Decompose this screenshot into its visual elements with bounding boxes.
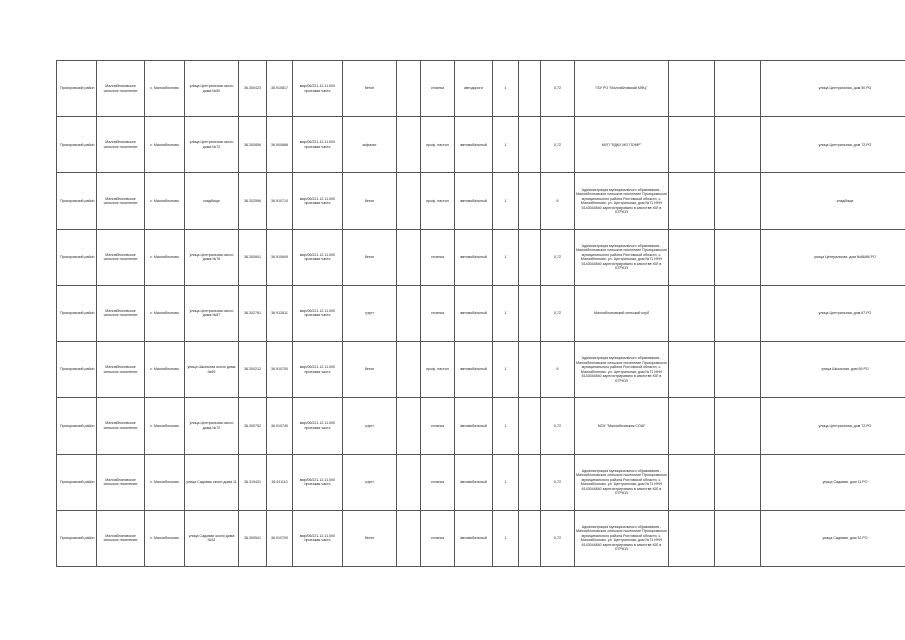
cell-empty-col-2 — [519, 173, 541, 229]
cell-surface-code: мир/06/221.12.11.000 проезжая часть — [293, 229, 343, 285]
cell-usage-type: автомобильный — [455, 285, 493, 341]
cell-quantity: 1 — [493, 117, 519, 173]
cell-longitude: 36.910700 — [267, 342, 293, 398]
cell-longitude: 36.910710 — [267, 173, 293, 229]
cell-owner: Администрация муниципального образования - Малояблоновское сельское поселение Прохоровского муниципального района Ростовской области, с. Малояблоново, ул. Центральная, дом №71 ИНН 6143044840 зарегистрировано в качестве ЮЛ в ЕГРЮЛ — [575, 342, 669, 398]
cell-empty-col-3 — [669, 61, 715, 117]
cell-empty-col-4 — [715, 285, 761, 341]
cell-locality: с. Малояблоново — [145, 342, 185, 398]
cell-address: улица Центральная около дома №76 — [185, 229, 239, 285]
cell-latitude: 36.319431 — [239, 454, 267, 510]
cell-empty-col-3 — [669, 342, 715, 398]
cell-surface-type: бетон — [343, 61, 397, 117]
cell-surface-type: грунт — [343, 285, 397, 341]
cell-empty-col-2 — [519, 229, 541, 285]
cell-district: Прохоровский район — [57, 454, 97, 510]
cell-quantity: 1 — [493, 285, 519, 341]
cell-locality: с. Малояблоново — [145, 285, 185, 341]
cell-cover-type: стоянка — [421, 454, 455, 510]
cell-cover-type: проф. настил — [421, 342, 455, 398]
cell-empty-col-4 — [715, 229, 761, 285]
cell-quantity: 1 — [493, 342, 519, 398]
cell-district: Прохоровский район — [57, 285, 97, 341]
cell-area: 0,72 — [541, 61, 575, 117]
cell-surface-code: мир/06/221.12.11.000 проезжая часть — [293, 173, 343, 229]
cell-address: улица Центральная около дома №72 — [185, 398, 239, 454]
cell-owner: Администрация муниципального образования - Малояблоновское сельское поселение Прохоровского муниципального района Ростовской области, с. Малояблоново, ул. Центральная, дом №71 ИНН 6143044840 зарегистрировано в качестве ЮЛ в ЕГРЮЛ — [575, 229, 669, 285]
cell-longitude: 36.912811 — [267, 285, 293, 341]
cell-empty-col-4 — [715, 342, 761, 398]
cell-area: 6 — [541, 173, 575, 229]
cell-address: улица Центральная около дома №50 — [185, 61, 239, 117]
cell-source-address: кладбище — [761, 173, 905, 229]
cell-source-address: улица Центральная, дом №86/88 РО — [761, 229, 905, 285]
cell-usage-type: автомобильный — [455, 173, 493, 229]
cell-surface-code: мир/06/221.12.11.000 проезжая часть — [293, 398, 343, 454]
cell-area: 0,72 — [541, 510, 575, 566]
cell-surface-type: бетон — [343, 173, 397, 229]
table-row — [57, 454, 905, 510]
cell-empty-col-4 — [715, 454, 761, 510]
cell-latitude: 36.300841 — [239, 229, 267, 285]
cell-cover-type: стоянка — [421, 510, 455, 566]
cell-cover-type: стоянка — [421, 398, 455, 454]
cell-district: Прохоровский район — [57, 342, 97, 398]
cell-surface-type: грунт — [343, 398, 397, 454]
cell-latitude: 36.302596 — [239, 173, 267, 229]
cell-latitude: 36.300752 — [239, 398, 267, 454]
cell-usage-type: автомобильный — [455, 117, 493, 173]
cell-address: улица Школьная около дома №69 — [185, 342, 239, 398]
cell-surface-code: мир/06/221.12.11.000 проезжая часть — [293, 285, 343, 341]
cell-empty-col-2 — [519, 117, 541, 173]
cell-surface-type: бетон — [343, 342, 397, 398]
cell-latitude: 36.300541 — [239, 510, 267, 566]
cell-cover-type: стоянка — [421, 61, 455, 117]
cell-usage-type: автомобильный — [455, 510, 493, 566]
cell-source-address: улица Школьная, дом 69 РО — [761, 342, 905, 398]
cell-surface-code: мир/06/221.12.11.000 проезжая часть — [293, 454, 343, 510]
cell-locality: с. Малояблоново — [145, 398, 185, 454]
cell-settlement: Малояблоновское сельское поселение — [97, 342, 145, 398]
cell-cover-type: стоянка — [421, 229, 455, 285]
cell-surface-code: мир/06/221.12.11.000 проезжая часть — [293, 342, 343, 398]
cell-empty-col — [397, 61, 421, 117]
cell-district: Прохоровский район — [57, 510, 97, 566]
cell-empty-col-4 — [715, 173, 761, 229]
cell-empty-col-3 — [669, 117, 715, 173]
cell-source-address: улица Садовая, дом 32 РО — [761, 510, 905, 566]
cell-source-address: улица Садовая, дом 11 РО — [761, 454, 905, 510]
cell-owner: МОУ "Малоябловская СОШ" — [575, 398, 669, 454]
cell-empty-col-2 — [519, 342, 541, 398]
cell-surface-code: мир/06/221.12.11.000 проезжая часть — [293, 61, 343, 117]
cell-surface-code: мир/06/221.12.11.000 проезжая часть — [293, 117, 343, 173]
cell-locality: с. Малояблоново — [145, 454, 185, 510]
cell-empty-col-4 — [715, 61, 761, 117]
cell-locality: с. Малояблоново — [145, 117, 185, 173]
cell-longitude: 36.910740 — [267, 398, 293, 454]
cell-address: улица Садовая около дома 11 — [185, 454, 239, 510]
cell-area: 0,72 — [541, 229, 575, 285]
cell-area: 0,72 — [541, 454, 575, 510]
cell-cover-type: стоянка — [421, 285, 455, 341]
cell-empty-col — [397, 117, 421, 173]
cell-district: Прохоровский район — [57, 61, 97, 117]
cell-longitude: 36.911110 — [267, 454, 293, 510]
cell-settlement: Малояблоновское сельское поселение — [97, 61, 145, 117]
cell-longitude: 36.910700 — [267, 510, 293, 566]
cell-surface-type: асфальт — [343, 117, 397, 173]
cell-empty-col-3 — [669, 173, 715, 229]
cell-settlement: Малояблоновское сельское поселение — [97, 454, 145, 510]
cell-empty-col — [397, 173, 421, 229]
cell-empty-col — [397, 342, 421, 398]
cell-surface-type: грунт — [343, 454, 397, 510]
cell-surface-code: мир/06/221.12.11.000 проезжая часть — [293, 510, 343, 566]
cell-owner: Администрация муниципального образования - Малояблоновское сельское поселение Прохоровского муниципального района Ростовской области, с. Малояблоново, ул. Центральная, дом №71 ИНН 6143044840 зарегистрировано в качестве ЮЛ в ЕГРЮЛ — [575, 510, 669, 566]
cell-longitude: 36.910817 — [267, 61, 293, 117]
cell-quantity: 1 — [493, 61, 519, 117]
cell-owner: Администрация муниципального образования - Малояблоновское сельское поселение Прохоровского муниципального района Ростовской области, с. Малояблоново, ул. Центральная, дом №71 ИНН 6143044840 зарегистрировано в качестве ЮЛ в ЕГРЮЛ — [575, 173, 669, 229]
cell-owner: Администрация муниципального образования - Малояблоновское сельское поселение Прохоровского муниципального района Ростовской области, с. Малояблоново, ул. Центральная, дом №71 ИНН 6143044840 зарегистрировано в качестве ЮЛ в ЕГРЮЛ — [575, 454, 669, 510]
registry-table — [56, 60, 905, 567]
cell-source-address: улица Центральная, дом 87 РО — [761, 285, 905, 341]
cell-settlement: Малояблоновское сельское поселение — [97, 285, 145, 341]
cell-empty-col-3 — [669, 398, 715, 454]
cell-empty-col-2 — [519, 285, 541, 341]
cell-latitude: 36.300212 — [239, 342, 267, 398]
table-row — [57, 285, 905, 341]
cell-empty-col — [397, 510, 421, 566]
cell-quantity: 1 — [493, 510, 519, 566]
cell-locality: с. Малояблоново — [145, 229, 185, 285]
cell-quantity: 1 — [493, 173, 519, 229]
cell-district: Прохоровский район — [57, 173, 97, 229]
cell-settlement: Малояблоновское сельское поселение — [97, 510, 145, 566]
cell-usage-type: автомобильный — [455, 398, 493, 454]
cell-address: кладбище — [185, 173, 239, 229]
cell-empty-col-2 — [519, 510, 541, 566]
cell-district: Прохоровский район — [57, 229, 97, 285]
table-row — [57, 229, 905, 285]
cell-settlement: Малояблоновское сельское поселение — [97, 173, 145, 229]
cell-settlement: Малояблоновское сельское поселение — [97, 398, 145, 454]
cell-empty-col — [397, 454, 421, 510]
table-row — [57, 117, 905, 173]
cell-empty-col-2 — [519, 454, 541, 510]
cell-surface-type: бетон — [343, 510, 397, 566]
cell-district: Прохоровский район — [57, 117, 97, 173]
cell-quantity: 1 — [493, 454, 519, 510]
cell-quantity: 1 — [493, 398, 519, 454]
cell-empty-col-4 — [715, 117, 761, 173]
cell-address: улица Центральная около дома №87 — [185, 285, 239, 341]
cell-locality: с. Малояблоново — [145, 61, 185, 117]
cell-cover-type: проф. настил — [421, 173, 455, 229]
cell-empty-col-3 — [669, 229, 715, 285]
table-row — [57, 173, 905, 229]
cell-quantity: 1 — [493, 229, 519, 285]
cell-empty-col — [397, 229, 421, 285]
cell-owner: ГБУ РО "Малоябловский МФЦ" — [575, 61, 669, 117]
cell-latitude: 36.302761 — [239, 285, 267, 341]
cell-source-address: улица Центральная, дом 50 РО — [761, 61, 905, 117]
cell-empty-col — [397, 398, 421, 454]
cell-usage-type: автомобильный — [455, 454, 493, 510]
table-row — [57, 61, 905, 117]
cell-locality: с. Малояблоново — [145, 173, 185, 229]
table-row — [57, 342, 905, 398]
cell-address: улица Садовая около дома №32 — [185, 510, 239, 566]
cell-area: 6 — [541, 342, 575, 398]
table-row — [57, 510, 905, 566]
cell-longitude: 36.910849 — [267, 229, 293, 285]
cell-district: Прохоровский район — [57, 398, 97, 454]
cell-surface-type: бетон — [343, 229, 397, 285]
cell-locality: с. Малояблоново — [145, 510, 185, 566]
cell-latitude: 36.300423 — [239, 61, 267, 117]
cell-empty-col-3 — [669, 510, 715, 566]
cell-usage-type: автомобильный — [455, 229, 493, 285]
cell-owner: Малояблоновский сельский клуб — [575, 285, 669, 341]
cell-empty-col-2 — [519, 61, 541, 117]
cell-settlement: Малояблоновское сельское поселение — [97, 229, 145, 285]
cell-empty-col-3 — [669, 454, 715, 510]
cell-empty-col-4 — [715, 398, 761, 454]
cell-source-address: улица Центральная, дом 72 РО — [761, 398, 905, 454]
cell-cover-type: проф. настил — [421, 117, 455, 173]
cell-owner: МУП "ЯДКХ МО ПОМР" — [575, 117, 669, 173]
cell-source-address: улица Центральная, дом 72 РО — [761, 117, 905, 173]
table-row — [57, 398, 905, 454]
cell-usage-type: автомобильный — [455, 342, 493, 398]
cell-usage-type: автодороги — [455, 61, 493, 117]
cell-address: улица Центральная около дома №72 — [185, 117, 239, 173]
cell-empty-col — [397, 285, 421, 341]
cell-area: 0,72 — [541, 117, 575, 173]
cell-latitude: 36.300856 — [239, 117, 267, 173]
cell-settlement: Малояблоновское сельское поселение — [97, 117, 145, 173]
cell-longitude: 36.900868 — [267, 117, 293, 173]
cell-area: 0,72 — [541, 398, 575, 454]
cell-empty-col-3 — [669, 285, 715, 341]
cell-empty-col-2 — [519, 398, 541, 454]
cell-area: 0,72 — [541, 285, 575, 341]
cell-empty-col-4 — [715, 510, 761, 566]
